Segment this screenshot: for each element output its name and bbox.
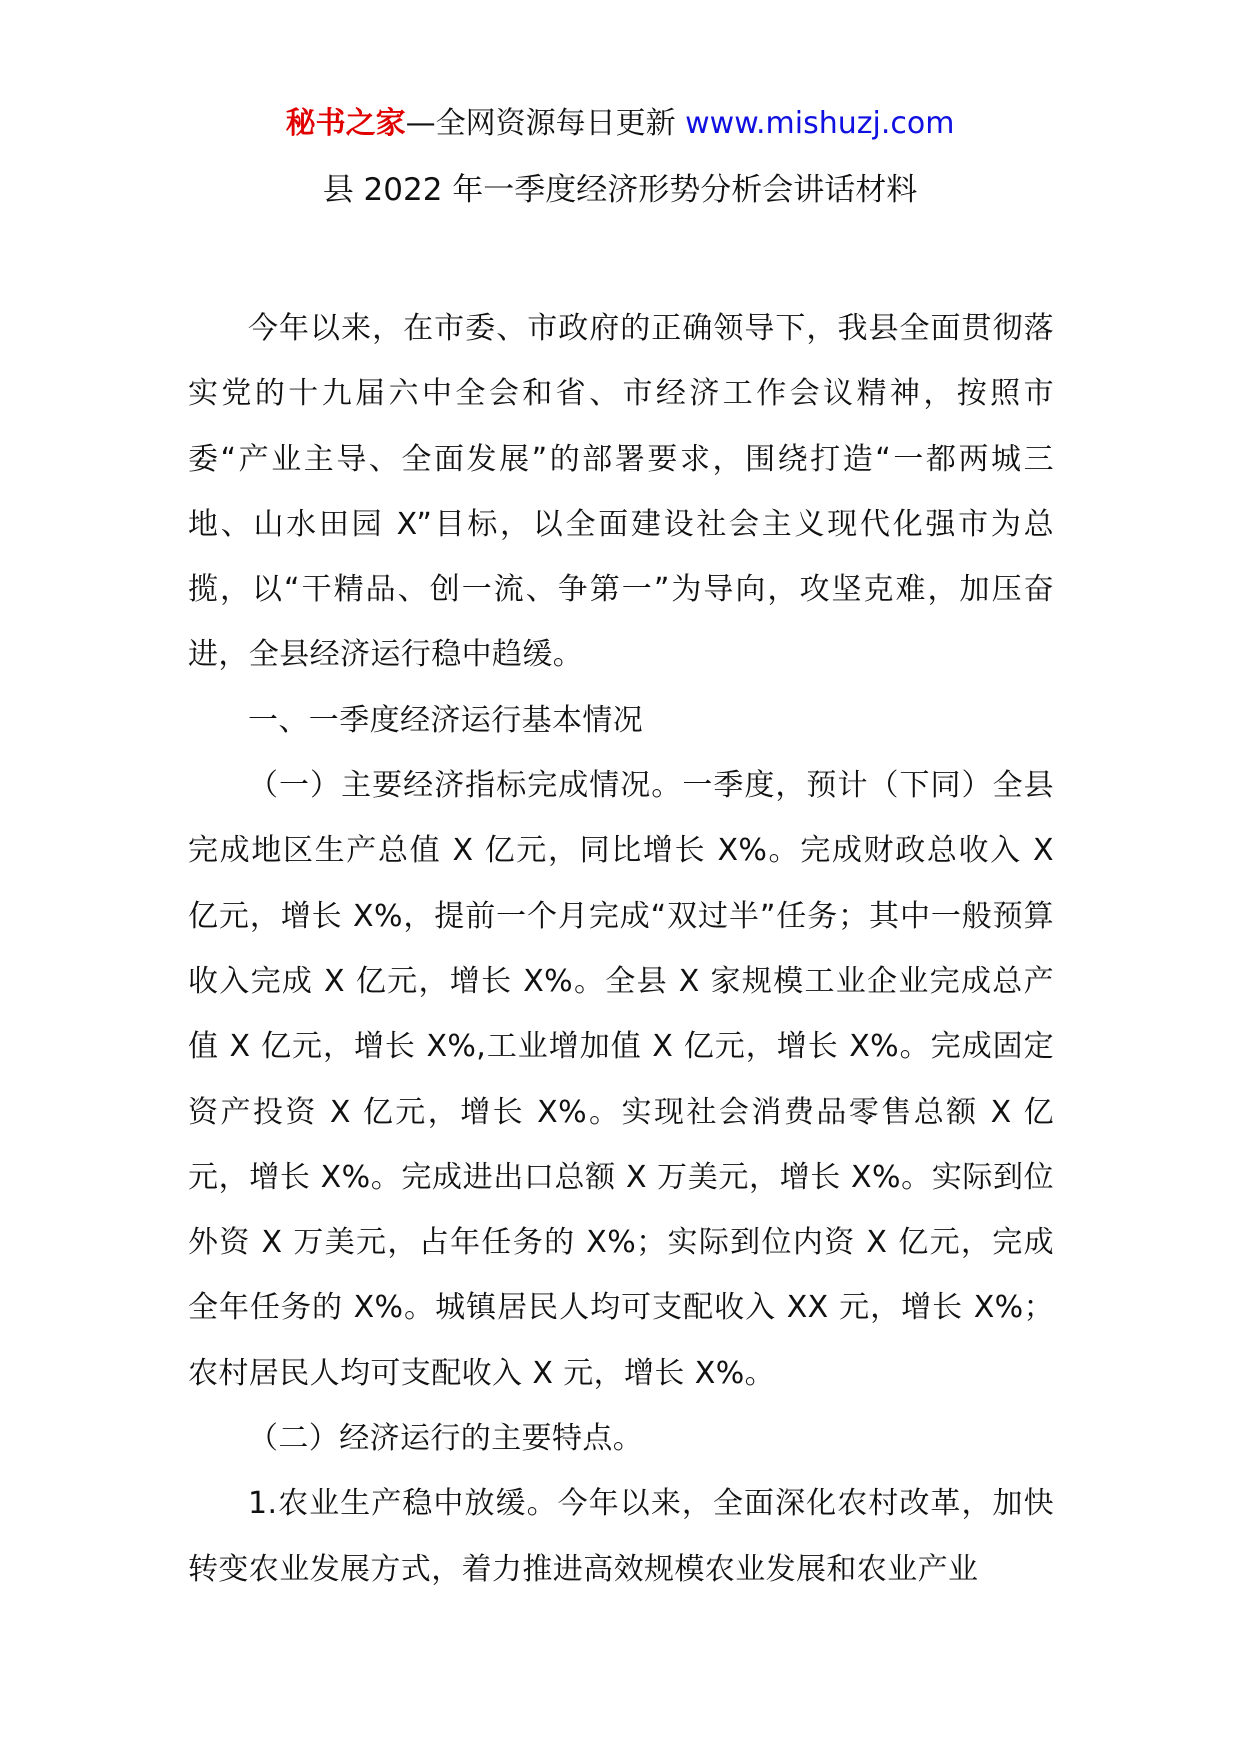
site-url-link[interactable]: www.mishuzj.com: [685, 106, 955, 141]
section-heading-1: 一、一季度经济运行基本情况: [248, 702, 644, 738]
paragraph-intro: 今年以来，在市委、市政府的正确领导下，我县全面贯彻落实党的十九届六中全会和省、市经济工作会议精神，按照市委“产业主导、全面发展”的部署要求，围绕打造“一都两城三地、山水田园 X”目标，以全面建设社会主义现代化强市为总揽，以“干精品、创一流、争第一”为导向，攻坚克难，加压奋进，全县经济运行稳中趋缓。: [188, 311, 1054, 673]
document-title: 县 2022 年一季度经济形势分析会讲话材料: [322, 172, 918, 208]
paragraph-agriculture: 1.农业生产稳中放缓。今年以来，全面深化农村改革，加快转变农业发展方式，着力推进高效规模农业发展和农业产业: [188, 1486, 1054, 1587]
paragraph-indicators: （一）主要经济指标完成情况。一季度，预计（下同）全县完成地区生产总值 X 亿元，同比增长 X%。完成财政总收入 X 亿元，增长 X%，提前一个月完成“双过半”任务；其中一般预算收入完成 X 亿元，增长 X%。全县 X 家规模工业企业完成总产值 X 亿元，增长 X%,工业增加值 X 亿元，增长 X%。完成固定资产投资 X 亿元，增长 X%。实现社会消费品零售总额 X 亿元，增长 X%。完成进出口总额 X 万美元，增长 X%。实际到位外资 X 万美元，占年任务的 X%；实际到位内资 X 亿元，完成全年任务的 X%。城镇居民人均可支配收入 XX 元，增长 X%；农村居民人均可支配收入 X 元，增长 X%。: [188, 768, 1054, 1391]
brand-name: 秘书之家: [285, 106, 406, 141]
site-header: [0, 102, 1240, 146]
document-body: [188, 296, 1054, 1602]
subsection-heading-2: （二）经济运行的主要特点。: [248, 1421, 644, 1457]
site-slogan: —全网资源每日更新: [405, 106, 686, 141]
